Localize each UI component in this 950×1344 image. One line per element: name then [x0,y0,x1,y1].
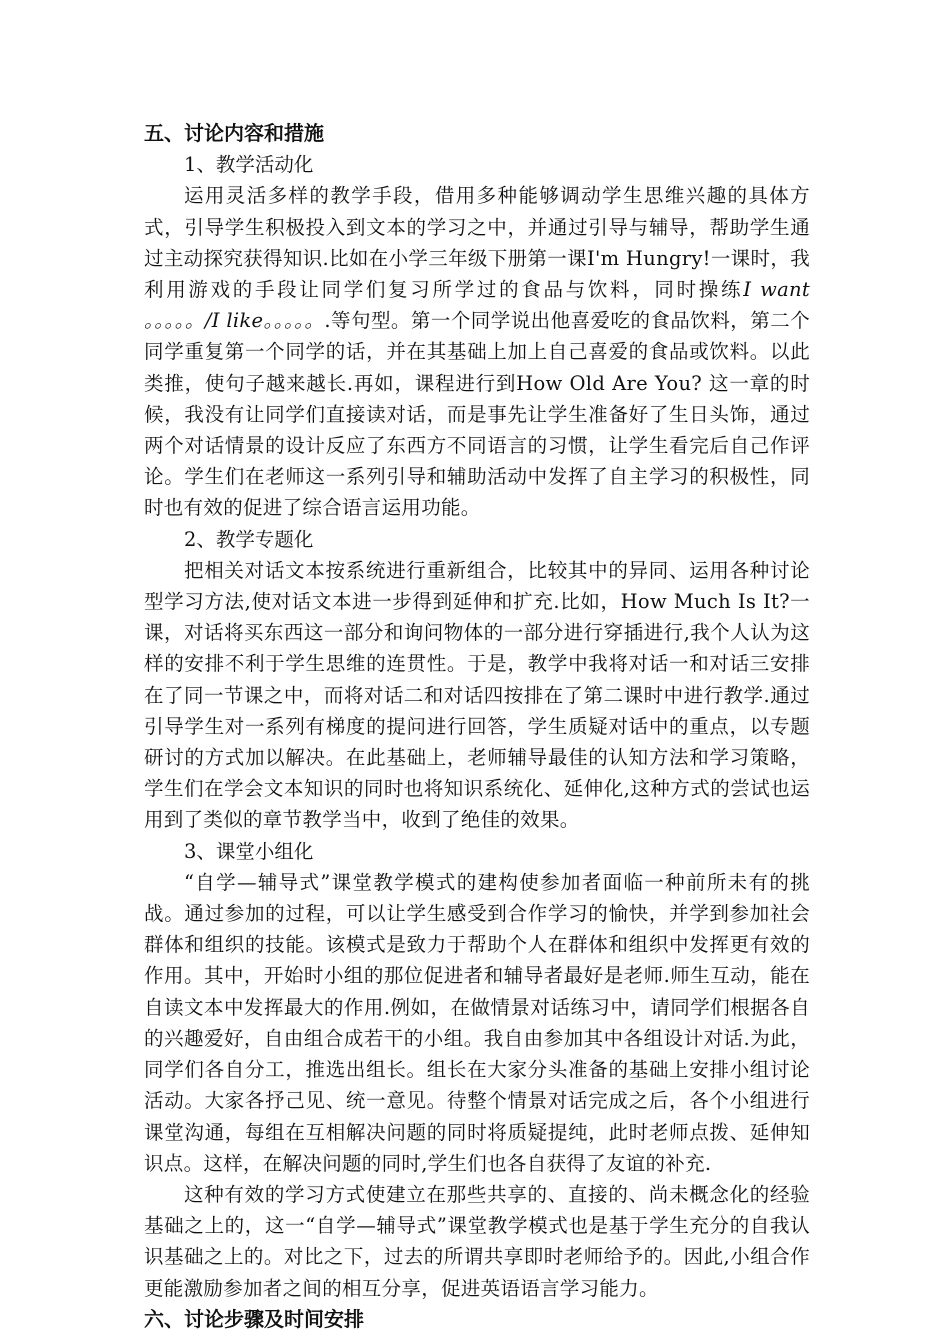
subheading-1: 1、教学活动化 [184,153,314,177]
section-heading-5: 五、讨论内容和措施 [144,121,324,145]
paragraph-2: 把相关对话文本按系统进行重新组合，比较其中的异同、运用各种讨论型学习方法,使对话文本进一步得到延伸和扩充.比如，How Much Is It?一课，对话将买东西这一部分和询问物体的一部分进行穿插进行,我个人认为这样的安排不利于学生思维的连贯性。于是，教学中我将对话一和对话三安排在了同一节课之中，而将对话二和对话四按排在了第二课时中进行教学.通过引导学生对一系列有梯度的提问进行回答，学生质疑对话中的重点，以专题研讨的方式加以解决。在此基础上，老师辅导最佳的认知方法和学习策略，学生们在学会文本知识的同时也将知识系统化、延伸化,这种方式的尝试也运用到了类似的章节教学当中，收到了绝佳的效果。 [144,558,810,832]
section-heading-6: 六、讨论步骤及时间安排 [144,1306,364,1331]
paragraph-1-text-a: 运用灵活多样的教学手段，借用多种能够调动学生思维兴趣的具体方式，引导学生积极投入到文本的学习之中，并通过引导与辅导，帮助学生通过主动探究获得知识.比如在小学三年级下册第一课I'm Hungry!一课时，我利用游戏的手段让同学们复习所学过的食品与饮料，同时操练 [144,184,810,302]
paragraph-1-italic: I want 。。。。。/I like。。。。。 [144,278,810,333]
paragraph-1-text-b: .等句型。第一个同学说出他喜爱吃的食品饮料，第二个同学重复第一个同学的话，并在其基础上加上自己喜爱的食品或饮料。以此类推，使句子越来越长.再如，课程进行到How Old Are You? 这一章的时候，我没有让同学们直接读对话，而是事先让学生准备好了生日头饰，通过两个对话情景的设计反应了东西方不同语言的习惯，让学生看完后自己作评论。学生们在老师这一系列引导和辅助活动中发挥了自主学习的积极性，同时也有效的促进了综合语言运用功能。 [144,309,811,520]
paragraph-1 [144,180,810,523]
paragraph-3: “自学—辅导式”课堂教学模式的建构使参加者面临一种前所未有的挑战。通过参加的过程，可以让学生感受到合作学习的愉快，并学到参加社会群体和组织的技能。该模式是致力于帮助个人在群体和组织中发挥更有效的作用。其中，开始时小组的那位促进者和辅导者最好是老师.师生互动，能在自读文本中发挥最大的作用.例如，在做情景对话练习中，请同学们根据各自的兴趣爱好，自由组合成若干的小组。我自由参加其中各组设计对话.为此，同学们各自分工，推选出组长。组长在大家分头准备的基础上安排小组讨论活动。大家各抒己见、统一意见。待整个情景对话完成之后，各个小组进行课堂沟通，每组在互相解决问题的同时将质疑提纯，此时老师点拨、延伸知识点。这样，在解决问题的同时,学生们也各自获得了友谊的补充. [144,870,810,1175]
document-page [144,118,810,1335]
subheading-2: 2、教学专题化 [184,527,314,551]
subheading-3: 3、课堂小组化 [184,839,314,863]
paragraph-4: 这种有效的学习方式使建立在那些共享的、直接的、尚未概念化的经验基础之上的，这一“自学—辅导式”课堂教学模式也是基于学生充分的自我认识基础之上的。对比之下，过去的所谓共享即时老师给予的。因此,小组合作更能激励参加者之间的相互分享，促进英语语言学习能力。 [144,1182,810,1300]
